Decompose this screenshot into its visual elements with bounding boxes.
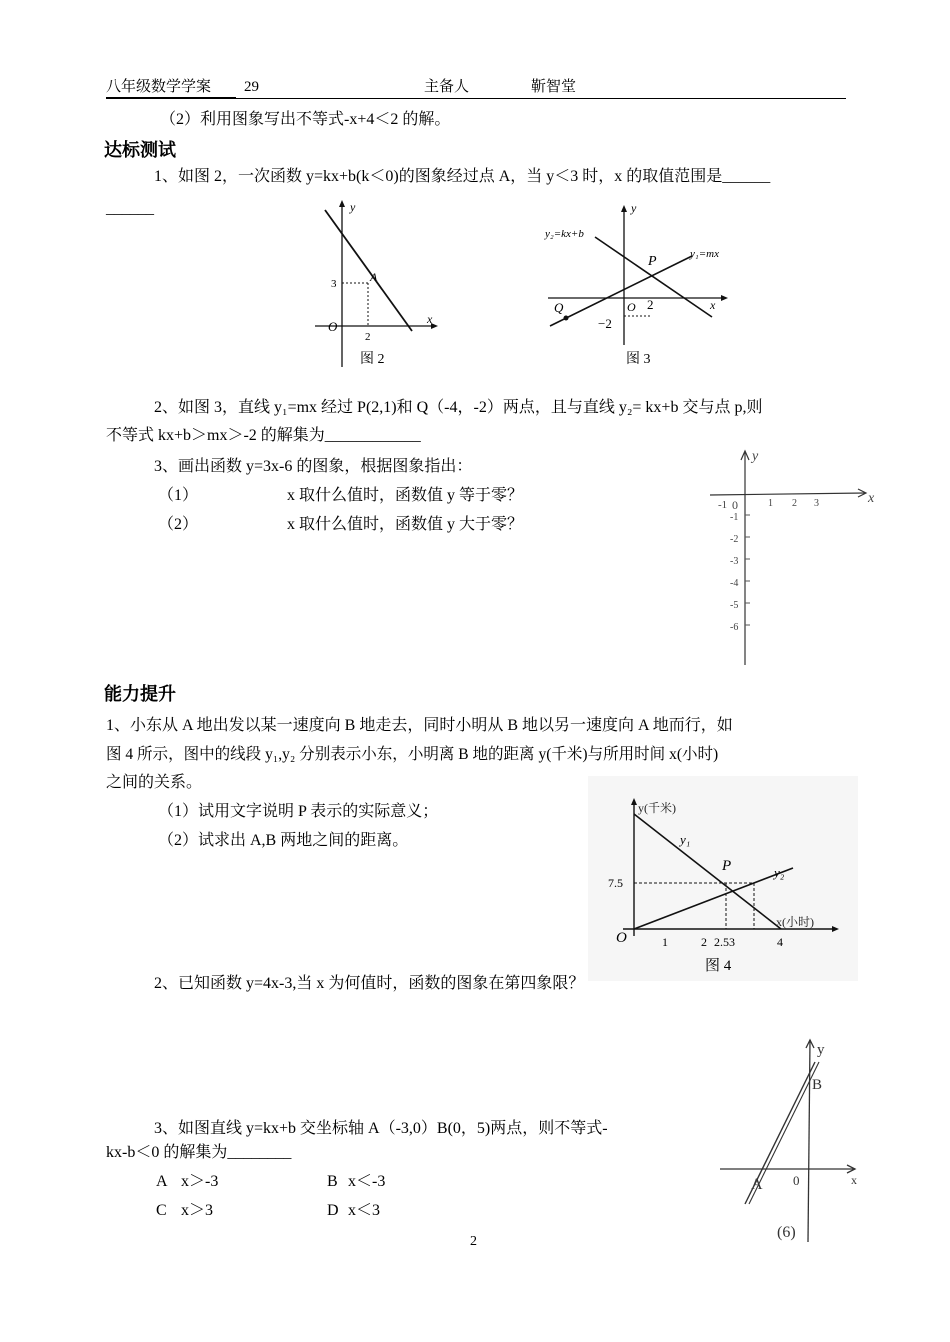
s2-q3-line2: kx-b＜0 的解集为________ xyxy=(106,1144,292,1161)
grid-x-label: x xyxy=(868,491,875,506)
fig4-tick-2: 2 xyxy=(701,935,707,949)
grid-x-tick-1: 1 xyxy=(768,498,773,509)
header-rule xyxy=(106,98,846,99)
section-title-ability: 能力提升 xyxy=(104,684,176,705)
option-b: x＜-3 xyxy=(348,1173,386,1190)
s2-q1-sub1: （1）试用文字说明 P 表示的实际意义； xyxy=(158,803,439,820)
fig4-point-p-label: P xyxy=(722,858,732,874)
s2-q1-line1: 1、小东从 A 地出发以某一速度向 B 地走去，同时小明从 B 地以另一速度向 A 地而行，如 xyxy=(106,717,733,734)
figure-4 xyxy=(588,776,858,981)
option-a: x＞-3 xyxy=(181,1173,219,1190)
fig4-origin-label: O xyxy=(616,930,627,946)
s1-q2-line2: 不等式 kx+b＞mx＞-2 的解集为____________ xyxy=(106,427,421,444)
fig2-origin-label: O xyxy=(328,319,338,334)
option-c-letter: C xyxy=(156,1202,167,1219)
figure-6 xyxy=(705,1032,865,1257)
header-number: 29 xyxy=(244,79,259,95)
s1-q3-sub1: x 取什么值时，函数值 y 等于零？ xyxy=(287,487,524,504)
grid-y-tick-neg5: -5 xyxy=(730,600,739,611)
fig6-y-label: y xyxy=(817,1042,825,1058)
option-d-letter: D xyxy=(327,1202,339,1219)
grid-origin-0: 0 xyxy=(732,498,738,512)
fig3-point-p-label: P xyxy=(648,254,657,269)
fig4-tick-7-5: 7.5 xyxy=(608,876,623,890)
s1-q3-sub2-number: （2） xyxy=(158,516,199,533)
section-title-standard-test: 达标测试 xyxy=(104,140,176,161)
s1-q3-title: 3、画出函数 y=3x-6 的图象，根据图象指出： xyxy=(154,458,473,475)
s1-q3-sub1-number: （1） xyxy=(158,487,199,504)
fig2-tick-3: 3 xyxy=(331,278,337,290)
figure-3 xyxy=(540,195,740,375)
fig3-y-label: y xyxy=(631,201,637,215)
fig6-origin-label: 0 xyxy=(793,1173,800,1188)
s1-q3-sub2: x 取什么值时，函数值 y 大于零？ xyxy=(287,516,524,533)
fig4-line-y2-label: y₂ xyxy=(774,865,785,880)
fig3-tick-2: 2 xyxy=(647,297,654,312)
fig2-x-label: x xyxy=(427,312,433,326)
fig2-y-label: y xyxy=(350,200,356,214)
s1-q1-line2: ______ xyxy=(106,200,154,217)
fig4-y-axis-label: y(千米) xyxy=(638,801,676,815)
fig2-caption: 图 2 xyxy=(360,352,385,367)
fig4-tick-4: 4 xyxy=(777,935,783,949)
grid-y-tick-neg4: -4 xyxy=(730,578,739,589)
page-number: 2 xyxy=(470,1234,477,1249)
s2-q2: 2、已知函数 y=4x-3,当 x 为何值时，函数的图象在第四象限？ xyxy=(154,975,585,992)
fig3-line-y2-label: y₂=kx+b xyxy=(545,228,584,240)
fig4-tick-2-53: 2.53 xyxy=(714,935,735,949)
grid-x-tick-3: 3 xyxy=(814,498,819,509)
s1-q1-line1: 1、如图 2，一次函数 y=kx+b(k＜0)的图象经过点 A，当 y＜3 时，x 的取值范围是______ xyxy=(154,168,771,185)
header-preparer-label: 主备人 xyxy=(424,79,470,95)
option-a-letter: A xyxy=(156,1173,168,1190)
option-d: x＜3 xyxy=(348,1202,381,1219)
header-preparer: 靳智堂 xyxy=(531,79,577,95)
fig6-point-a-label: A xyxy=(751,1176,763,1193)
fig3-line-y1-label: y₁=mx xyxy=(690,248,719,260)
grid-y-tick-neg1: -1 xyxy=(730,512,739,523)
fig2-tick-2: 2 xyxy=(365,331,371,343)
fig4-tick-1: 1 xyxy=(662,935,668,949)
fig6-caption: (6) xyxy=(777,1224,796,1241)
grid-y-tick-neg3: -3 xyxy=(730,556,739,567)
option-b-letter: B xyxy=(327,1173,338,1190)
figure-2 xyxy=(300,195,450,375)
s2-q1-line3: 之间的关系。 xyxy=(106,774,203,791)
fig6-point-b-label: B xyxy=(812,1077,823,1093)
s2-q1-sub2: （2）试求出 A,B 两地之间的距离。 xyxy=(158,832,409,849)
option-c: x＞3 xyxy=(181,1202,214,1219)
grid-x-tick-neg1: -1 xyxy=(718,499,728,511)
header-course: 八年级数学学案 xyxy=(106,79,212,95)
grid-y-tick-neg6: -6 xyxy=(730,622,739,633)
fig3-caption: 图 3 xyxy=(626,352,651,367)
fig3-origin-label: O xyxy=(627,300,636,314)
s1-q2-line1: 2、如图 3，直线 y₁=mx 经过 P(2,1)和 Q（-4，-2）两点，且与直线 y₂= kx+b 交与点 p,则 xyxy=(154,399,763,416)
fig2-point-a-label: A xyxy=(370,270,378,284)
grid-y-label: y xyxy=(752,449,759,464)
fig4-x-axis-label: x(小时) xyxy=(776,915,814,929)
grid-x-tick-2: 2 xyxy=(792,498,797,509)
fig4-line-y1-label: y₁ xyxy=(680,832,691,847)
fig3-x-label: x xyxy=(710,298,716,312)
s2-q1-line2: 图 4 所示，图中的线段 y₁,y₂ 分别表示小东，小明离 B 地的距离 y(千米)与所用时间 x(小时) xyxy=(106,746,719,763)
fig6-x-label: x xyxy=(851,1173,857,1187)
intro-question-2: （2）利用图象写出不等式-x+4＜2 的解。 xyxy=(160,111,451,128)
s2-q3-line1: 3、如图直线 y=kx+b 交坐标轴 A（-3,0）B(0，5)两点，则不等式- xyxy=(154,1120,608,1137)
fig3-point-q-label: Q xyxy=(554,300,564,315)
fig3-tick-neg2: −2 xyxy=(598,316,612,331)
grid-y-tick-neg2: -2 xyxy=(730,534,739,545)
fig4-caption: 图 4 xyxy=(705,958,732,974)
blank-coordinate-axes xyxy=(690,440,890,670)
